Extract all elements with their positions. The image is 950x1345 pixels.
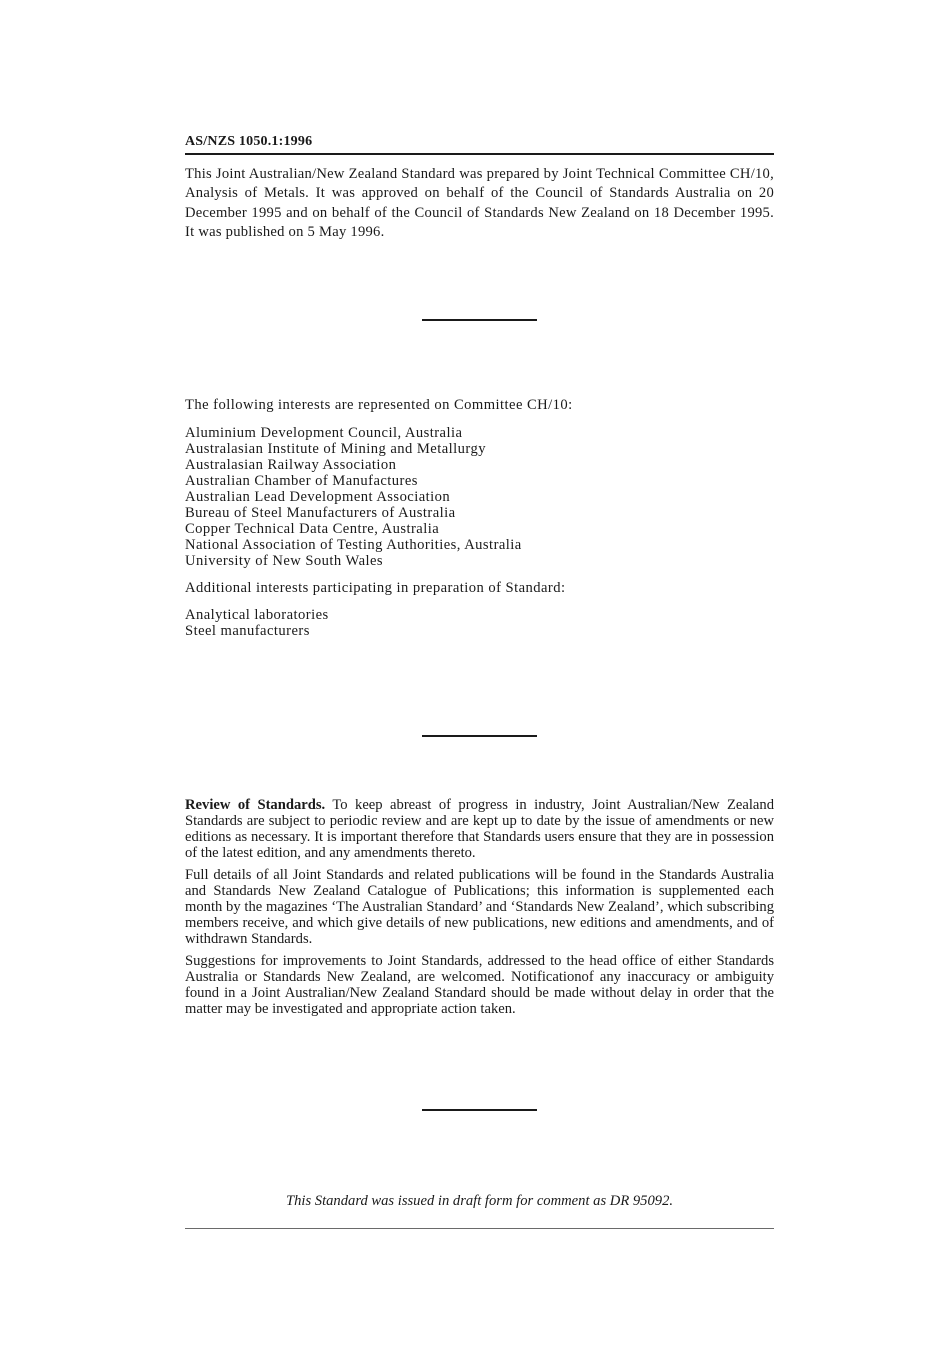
list-item: Bureau of Steel Manufacturers of Australia	[185, 505, 456, 521]
review-section	[185, 797, 774, 1023]
review-paragraph-3: Suggestions for improvements to Joint Standards, addressed to the head office of either Standards Australia or Standards New Zealand, are welcomed. Notificationof any inaccuracy or ambiguity found in a Joint Australian/New Zealand Standard should be made without delay in order that the matter may be investigated and appropriate action taken.	[185, 953, 774, 1017]
list-item: Steel manufacturers	[185, 623, 310, 639]
list-item: Copper Technical Data Centre, Australia	[185, 521, 440, 537]
section-divider	[422, 319, 537, 321]
standard-code: AS/NZS 1050.1:1996	[185, 134, 313, 149]
section-divider	[422, 1109, 537, 1111]
list-item: Australasian Railway Association	[185, 457, 397, 473]
footer-rule	[185, 1228, 774, 1229]
review-text: To keep abreast of progress in industry, Joint Australian/New Zealand Standards are subject to periodic review and are kept up to date by the issue of amendments or new editions as necessary. It is important therefore that Standards users ensure that they are in possession of the latest edition, and any amendments thereto.	[185, 797, 775, 861]
list-item: Analytical laboratories	[185, 607, 329, 623]
committee-member-list	[185, 425, 774, 569]
list-item: Australasian Institute of Mining and Metallurgy	[185, 441, 486, 457]
review-title: Review of Standards.	[185, 797, 326, 813]
committee-heading: The following interests are represented on Committee CH/10:	[185, 397, 573, 413]
list-item: Australian Lead Development Association	[185, 489, 451, 505]
additional-interests-list	[185, 607, 774, 639]
review-paragraph-1	[185, 797, 774, 861]
intro-paragraph: This Joint Australian/New Zealand Standard was prepared by Joint Technical Committee CH/10, Analysis of Metals. It was approved on behalf of the Council of Standards Australia on 20 December 1995 and on behalf of the Council of Standards New Zealand on 18 December 1995. It was published on 5 May 1996.	[185, 166, 774, 240]
list-item: University of New South Wales	[185, 553, 384, 569]
list-item: Aluminium Development Council, Australia	[185, 425, 463, 441]
list-item: Australian Chamber of Manufactures	[185, 473, 418, 489]
additional-interests-heading: Additional interests participating in preparation of Standard:	[185, 580, 566, 596]
section-divider	[422, 735, 537, 737]
review-paragraph-2: Full details of all Joint Standards and related publications will be found in the Standards Australia and Standards New Zealand Catalogue of Publications; this information is supplemented each month by the magazines ‘The Australian Standard’ and ‘Standards New Zealand’, which subscribing members receive, and which give details of new publications, new editions and amendments, and of withdrawn Standards.	[185, 867, 774, 947]
draft-note: This Standard was issued in draft form for comment as DR 95092.	[285, 1193, 674, 1209]
committee-section	[185, 396, 774, 639]
header-rule	[185, 153, 774, 155]
list-item: National Association of Testing Authorities, Australia	[185, 537, 522, 553]
